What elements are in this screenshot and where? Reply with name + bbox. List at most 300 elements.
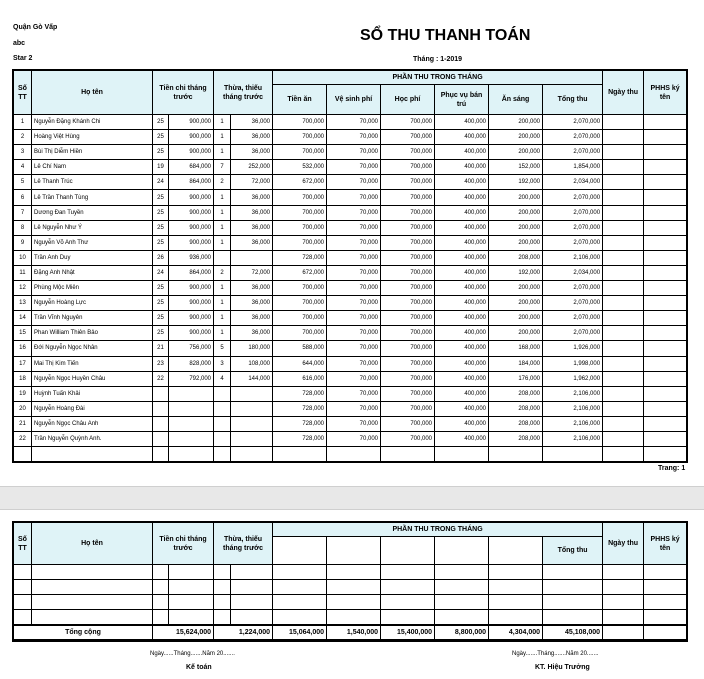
row-surplus: 36,000 (231, 115, 273, 130)
row-total: 2,106,000 (543, 431, 603, 446)
row-stt: 12 (14, 281, 32, 296)
row-total: 2,070,000 (543, 220, 603, 235)
row-prev-spend: 864,000 (169, 175, 214, 190)
row-stt: 1 (14, 115, 32, 130)
row-prev-spend: 900,000 (169, 130, 214, 145)
col-date: Ngày thu (603, 523, 644, 565)
row-sign (644, 386, 687, 401)
row-tuition: 700,000 (381, 265, 435, 280)
row-days-prev: 25 (153, 130, 169, 145)
row-tuition: 700,000 (381, 175, 435, 190)
row-days-surplus: 1 (214, 220, 231, 235)
row-hygiene: 70,000 (327, 341, 381, 356)
row-food: 700,000 (273, 130, 327, 145)
row-days-prev: 25 (153, 311, 169, 326)
row-food: 728,000 (273, 401, 327, 416)
row-sign (644, 416, 687, 431)
row-boarding: 400,000 (435, 356, 489, 371)
row-total: 2,070,000 (543, 326, 603, 341)
row-sign (644, 311, 687, 326)
row-total: 1,926,000 (543, 341, 603, 356)
totals-total: 45,108,000 (543, 625, 603, 640)
row-boarding: 400,000 (435, 311, 489, 326)
row-prev-spend: 756,000 (169, 341, 214, 356)
row-stt: 18 (14, 371, 32, 386)
empty-row (14, 610, 687, 626)
row-breakfast: 192,000 (489, 175, 543, 190)
row-surplus: 36,000 (231, 296, 273, 311)
row-hygiene: 70,000 (327, 175, 381, 190)
row-total: 2,070,000 (543, 130, 603, 145)
row-breakfast: 192,000 (489, 265, 543, 280)
row-prev-spend: 864,000 (169, 265, 214, 280)
table-row (14, 190, 687, 205)
row-hygiene: 70,000 (327, 115, 381, 130)
row-name: Nguyễn Ngọc Châu Anh (32, 416, 153, 431)
row-hygiene: 70,000 (327, 265, 381, 280)
row-total: 2,034,000 (543, 265, 603, 280)
row-surplus: 72,000 (231, 265, 273, 280)
col-food: Tiền ăn (273, 85, 327, 115)
row-date (603, 296, 644, 311)
totals-prev-spend: 15,624,000 (153, 625, 214, 640)
row-tuition: 700,000 (381, 235, 435, 250)
row-prev-spend (169, 386, 214, 401)
row-name: Nguyễn Hoàng Lực (32, 296, 153, 311)
table-row (14, 311, 687, 326)
row-prev-spend (169, 401, 214, 416)
row-stt: 9 (14, 235, 32, 250)
row-total: 2,070,000 (543, 145, 603, 160)
row-surplus: 180,000 (231, 341, 273, 356)
row-food: 700,000 (273, 235, 327, 250)
row-breakfast: 208,000 (489, 431, 543, 446)
row-stt: 2 (14, 130, 32, 145)
row-stt: 16 (14, 341, 32, 356)
row-surplus: 36,000 (231, 235, 273, 250)
row-name: Nguyễn Hoàng Đài (32, 401, 153, 416)
row-days-prev: 21 (153, 341, 169, 356)
row-surplus: 36,000 (231, 311, 273, 326)
row-boarding: 400,000 (435, 130, 489, 145)
col-group: PHẦN THU TRONG THÁNG (273, 71, 603, 85)
row-prev-spend: 900,000 (169, 145, 214, 160)
row-name: Đới Nguyễn Ngọc Nhân (32, 341, 153, 356)
row-boarding: 400,000 (435, 190, 489, 205)
col-stt: Số TT (14, 71, 32, 115)
col-sign: PHHS ký tên (644, 523, 687, 565)
row-days-surplus: 3 (214, 356, 231, 371)
row-name: Trần Vĩnh Nguyên (32, 311, 153, 326)
row-tuition: 700,000 (381, 220, 435, 235)
row-surplus (231, 250, 273, 265)
row-food: 588,000 (273, 341, 327, 356)
row-name: Mai Thị Kim Tiến (32, 356, 153, 371)
row-days-prev: 25 (153, 115, 169, 130)
row-surplus (231, 416, 273, 431)
row-total: 2,106,000 (543, 416, 603, 431)
row-prev-spend (169, 416, 214, 431)
row-surplus: 252,000 (231, 160, 273, 175)
row-name: Phan William Thiên Bảo (32, 326, 153, 341)
row-breakfast: 200,000 (489, 311, 543, 326)
row-food: 532,000 (273, 160, 327, 175)
row-name: Lê Nguyễn Như Ý (32, 220, 153, 235)
row-surplus (231, 401, 273, 416)
row-total: 1,962,000 (543, 371, 603, 386)
row-sign (644, 371, 687, 386)
row-days-surplus: 5 (214, 341, 231, 356)
table-row (14, 371, 687, 386)
row-food: 700,000 (273, 190, 327, 205)
row-name: Lê Chí Nam (32, 160, 153, 175)
row-date (603, 160, 644, 175)
col-prev-spend: Tiền chi tháng trước (153, 523, 214, 565)
row-surplus: 108,000 (231, 356, 273, 371)
class-label: Star 2 (13, 55, 33, 62)
row-food: 700,000 (273, 145, 327, 160)
row-hygiene: 70,000 (327, 281, 381, 296)
row-hygiene: 70,000 (327, 296, 381, 311)
row-hygiene: 70,000 (327, 220, 381, 235)
row-total: 2,070,000 (543, 281, 603, 296)
row-hygiene: 70,000 (327, 371, 381, 386)
row-hygiene: 70,000 (327, 401, 381, 416)
table-row (14, 416, 687, 431)
row-days-prev: 19 (153, 160, 169, 175)
row-food: 700,000 (273, 205, 327, 220)
row-surplus: 36,000 (231, 205, 273, 220)
totals-hygiene: 1,540,000 (327, 625, 381, 640)
row-breakfast: 200,000 (489, 220, 543, 235)
row-sign (644, 160, 687, 175)
table-row (14, 341, 687, 356)
row-days-prev: 23 (153, 356, 169, 371)
col-sign: PHHS ký tên (644, 71, 687, 115)
row-breakfast: 208,000 (489, 250, 543, 265)
row-stt: 17 (14, 356, 32, 371)
row-tuition: 700,000 (381, 160, 435, 175)
row-stt: 11 (14, 265, 32, 280)
row-breakfast: 176,000 (489, 371, 543, 386)
row-date (603, 205, 644, 220)
row-tuition: 700,000 (381, 296, 435, 311)
row-surplus (231, 386, 273, 401)
row-hygiene: 70,000 (327, 145, 381, 160)
row-tuition: 700,000 (381, 371, 435, 386)
row-breakfast: 208,000 (489, 386, 543, 401)
row-breakfast: 208,000 (489, 401, 543, 416)
totals-boarding: 8,800,000 (435, 625, 489, 640)
row-tuition: 700,000 (381, 326, 435, 341)
table-row (14, 115, 687, 130)
row-total: 2,106,000 (543, 250, 603, 265)
col-total: Tổng thu (543, 85, 603, 115)
col-surplus: Thừa, thiếu tháng trước (214, 523, 273, 565)
table-row (14, 175, 687, 190)
page-separator (0, 486, 704, 510)
table-row (14, 296, 687, 311)
row-boarding: 400,000 (435, 386, 489, 401)
row-total: 2,034,000 (543, 175, 603, 190)
row-boarding: 400,000 (435, 205, 489, 220)
row-days-prev: 24 (153, 265, 169, 280)
row-prev-spend: 900,000 (169, 115, 214, 130)
row-days-prev: 25 (153, 220, 169, 235)
row-sign (644, 175, 687, 190)
row-boarding: 400,000 (435, 326, 489, 341)
row-name: Huỳnh Tuấn Khải (32, 386, 153, 401)
row-date (603, 130, 644, 145)
row-name: Lê Thanh Trúc (32, 175, 153, 190)
row-surplus: 72,000 (231, 175, 273, 190)
row-sign (644, 326, 687, 341)
row-breakfast: 184,000 (489, 356, 543, 371)
row-stt: 7 (14, 205, 32, 220)
row-date (603, 281, 644, 296)
row-days-surplus: 2 (214, 265, 231, 280)
row-breakfast: 200,000 (489, 235, 543, 250)
row-stt: 3 (14, 145, 32, 160)
totals-label: Tổng cộng (14, 625, 153, 640)
row-breakfast: 208,000 (489, 416, 543, 431)
row-sign (644, 190, 687, 205)
row-days-prev (153, 401, 169, 416)
row-boarding: 400,000 (435, 115, 489, 130)
row-boarding: 400,000 (435, 416, 489, 431)
row-days-prev: 25 (153, 281, 169, 296)
row-stt: 4 (14, 160, 32, 175)
col-stt: Số TT (14, 523, 32, 565)
row-stt: 10 (14, 250, 32, 265)
row-total: 2,106,000 (543, 401, 603, 416)
row-total: 2,106,000 (543, 386, 603, 401)
row-date (603, 401, 644, 416)
col-prev-spend: Tiền chi tháng trước (153, 71, 214, 115)
col-surplus: Thừa, thiếu tháng trước (214, 71, 273, 115)
totals-row (14, 625, 687, 640)
row-breakfast: 200,000 (489, 190, 543, 205)
table-row (14, 160, 687, 175)
row-hygiene: 70,000 (327, 326, 381, 341)
row-days-prev (153, 416, 169, 431)
row-days-surplus: 1 (214, 205, 231, 220)
row-prev-spend: 900,000 (169, 311, 214, 326)
totals-food: 15,064,000 (273, 625, 327, 640)
row-breakfast: 200,000 (489, 115, 543, 130)
row-name: Đặng Anh Nhật (32, 265, 153, 280)
row-date (603, 371, 644, 386)
row-boarding: 400,000 (435, 296, 489, 311)
row-tuition: 700,000 (381, 190, 435, 205)
row-sign (644, 235, 687, 250)
row-stt: 14 (14, 311, 32, 326)
row-breakfast: 200,000 (489, 145, 543, 160)
row-tuition: 700,000 (381, 431, 435, 446)
row-days-surplus (214, 386, 231, 401)
totals-surplus: 1,224,000 (214, 625, 273, 640)
row-boarding: 400,000 (435, 160, 489, 175)
summary-table (13, 522, 687, 641)
row-days-surplus (214, 250, 231, 265)
row-days-prev (153, 386, 169, 401)
col-blank (435, 537, 489, 565)
row-date (603, 341, 644, 356)
row-breakfast: 200,000 (489, 326, 543, 341)
table-row (14, 220, 687, 235)
row-surplus: 36,000 (231, 326, 273, 341)
col-breakfast: Ăn sáng (489, 85, 543, 115)
row-food: 644,000 (273, 356, 327, 371)
row-total: 2,070,000 (543, 205, 603, 220)
row-days-surplus: 1 (214, 115, 231, 130)
row-sign (644, 220, 687, 235)
row-boarding: 400,000 (435, 220, 489, 235)
row-tuition: 700,000 (381, 311, 435, 326)
row-food: 700,000 (273, 281, 327, 296)
row-days-surplus: 1 (214, 235, 231, 250)
row-prev-spend: 900,000 (169, 190, 214, 205)
row-breakfast: 200,000 (489, 296, 543, 311)
row-hygiene: 70,000 (327, 416, 381, 431)
page-title: SỔ THU THANH TOÁN (360, 27, 531, 44)
date-left: Ngày......Tháng.......Năm 20....... (150, 651, 235, 657)
table-row (14, 145, 687, 160)
row-prev-spend: 900,000 (169, 296, 214, 311)
row-surplus: 36,000 (231, 190, 273, 205)
row-stt: 6 (14, 190, 32, 205)
table-row (14, 326, 687, 341)
payment-table (13, 70, 687, 462)
col-tuition: Học phí (381, 85, 435, 115)
row-tuition: 700,000 (381, 401, 435, 416)
row-total: 2,070,000 (543, 311, 603, 326)
empty-row (14, 565, 687, 580)
col-total: Tổng thu (543, 537, 603, 565)
row-breakfast: 200,000 (489, 130, 543, 145)
row-prev-spend: 936,000 (169, 250, 214, 265)
row-boarding: 400,000 (435, 341, 489, 356)
school-label: abc (13, 40, 26, 47)
col-hygiene: Vệ sinh phí (327, 85, 381, 115)
row-prev-spend: 684,000 (169, 160, 214, 175)
district-label: Quận Gò Vấp (13, 24, 58, 31)
row-sign (644, 281, 687, 296)
row-date (603, 115, 644, 130)
row-stt: 20 (14, 401, 32, 416)
date-right: Ngày.......Tháng.......Năm 20....... (512, 651, 599, 657)
col-blank (381, 537, 435, 565)
row-breakfast: 168,000 (489, 341, 543, 356)
row-days-surplus: 1 (214, 190, 231, 205)
table-row (14, 265, 687, 280)
row-stt: 15 (14, 326, 32, 341)
row-boarding: 400,000 (435, 145, 489, 160)
row-prev-spend: 900,000 (169, 205, 214, 220)
row-prev-spend: 900,000 (169, 326, 214, 341)
row-date (603, 220, 644, 235)
row-sign (644, 356, 687, 371)
row-food: 728,000 (273, 386, 327, 401)
row-food: 728,000 (273, 416, 327, 431)
row-prev-spend: 900,000 (169, 235, 214, 250)
row-total: 2,070,000 (543, 296, 603, 311)
row-stt: 19 (14, 386, 32, 401)
row-sign (644, 431, 687, 446)
col-date: Ngày thu (603, 71, 644, 115)
row-breakfast: 200,000 (489, 205, 543, 220)
row-date (603, 386, 644, 401)
row-date (603, 175, 644, 190)
row-name: Hoàng Việt Hùng (32, 130, 153, 145)
row-days-surplus (214, 401, 231, 416)
empty-row (14, 595, 687, 610)
row-tuition: 700,000 (381, 281, 435, 296)
row-hygiene: 70,000 (327, 356, 381, 371)
row-food: 700,000 (273, 115, 327, 130)
row-boarding: 400,000 (435, 281, 489, 296)
row-surplus (231, 431, 273, 446)
month-label: Tháng : 1-2019 (413, 56, 463, 63)
row-prev-spend: 828,000 (169, 356, 214, 371)
row-prev-spend: 792,000 (169, 371, 214, 386)
row-days-prev: 25 (153, 296, 169, 311)
row-name: Phùng Mộc Miên (32, 281, 153, 296)
empty-row (14, 447, 687, 462)
row-days-surplus: 1 (214, 145, 231, 160)
row-prev-spend: 900,000 (169, 220, 214, 235)
row-breakfast: 200,000 (489, 281, 543, 296)
row-hygiene: 70,000 (327, 205, 381, 220)
row-name: Nguyễn Ngọc Huyền Châu (32, 371, 153, 386)
row-days-surplus: 2 (214, 175, 231, 190)
row-food: 700,000 (273, 296, 327, 311)
row-tuition: 700,000 (381, 205, 435, 220)
row-surplus: 36,000 (231, 220, 273, 235)
col-name: Họ tên (32, 71, 153, 115)
row-total: 2,070,000 (543, 115, 603, 130)
row-tuition: 700,000 (381, 416, 435, 431)
row-days-surplus: 1 (214, 281, 231, 296)
row-sign (644, 341, 687, 356)
row-days-prev: 25 (153, 235, 169, 250)
row-hygiene: 70,000 (327, 431, 381, 446)
row-tuition: 700,000 (381, 356, 435, 371)
table-row (14, 250, 687, 265)
row-stt: 5 (14, 175, 32, 190)
principal-label: KT. Hiệu Trưởng (535, 664, 590, 671)
table-row (14, 130, 687, 145)
row-tuition: 700,000 (381, 386, 435, 401)
table-row (14, 356, 687, 371)
row-tuition: 700,000 (381, 145, 435, 160)
row-date (603, 235, 644, 250)
row-tuition: 700,000 (381, 115, 435, 130)
row-food: 700,000 (273, 326, 327, 341)
row-days-prev: 22 (153, 371, 169, 386)
row-hygiene: 70,000 (327, 160, 381, 175)
col-group: PHẦN THU TRONG THÁNG (273, 523, 603, 537)
totals-tuition: 15,400,000 (381, 625, 435, 640)
table-row (14, 235, 687, 250)
row-name: Lê Trần Thanh Tùng (32, 190, 153, 205)
row-surplus: 36,000 (231, 130, 273, 145)
row-boarding: 400,000 (435, 431, 489, 446)
row-tuition: 700,000 (381, 250, 435, 265)
table-row (14, 401, 687, 416)
row-tuition: 700,000 (381, 341, 435, 356)
row-stt: 22 (14, 431, 32, 446)
